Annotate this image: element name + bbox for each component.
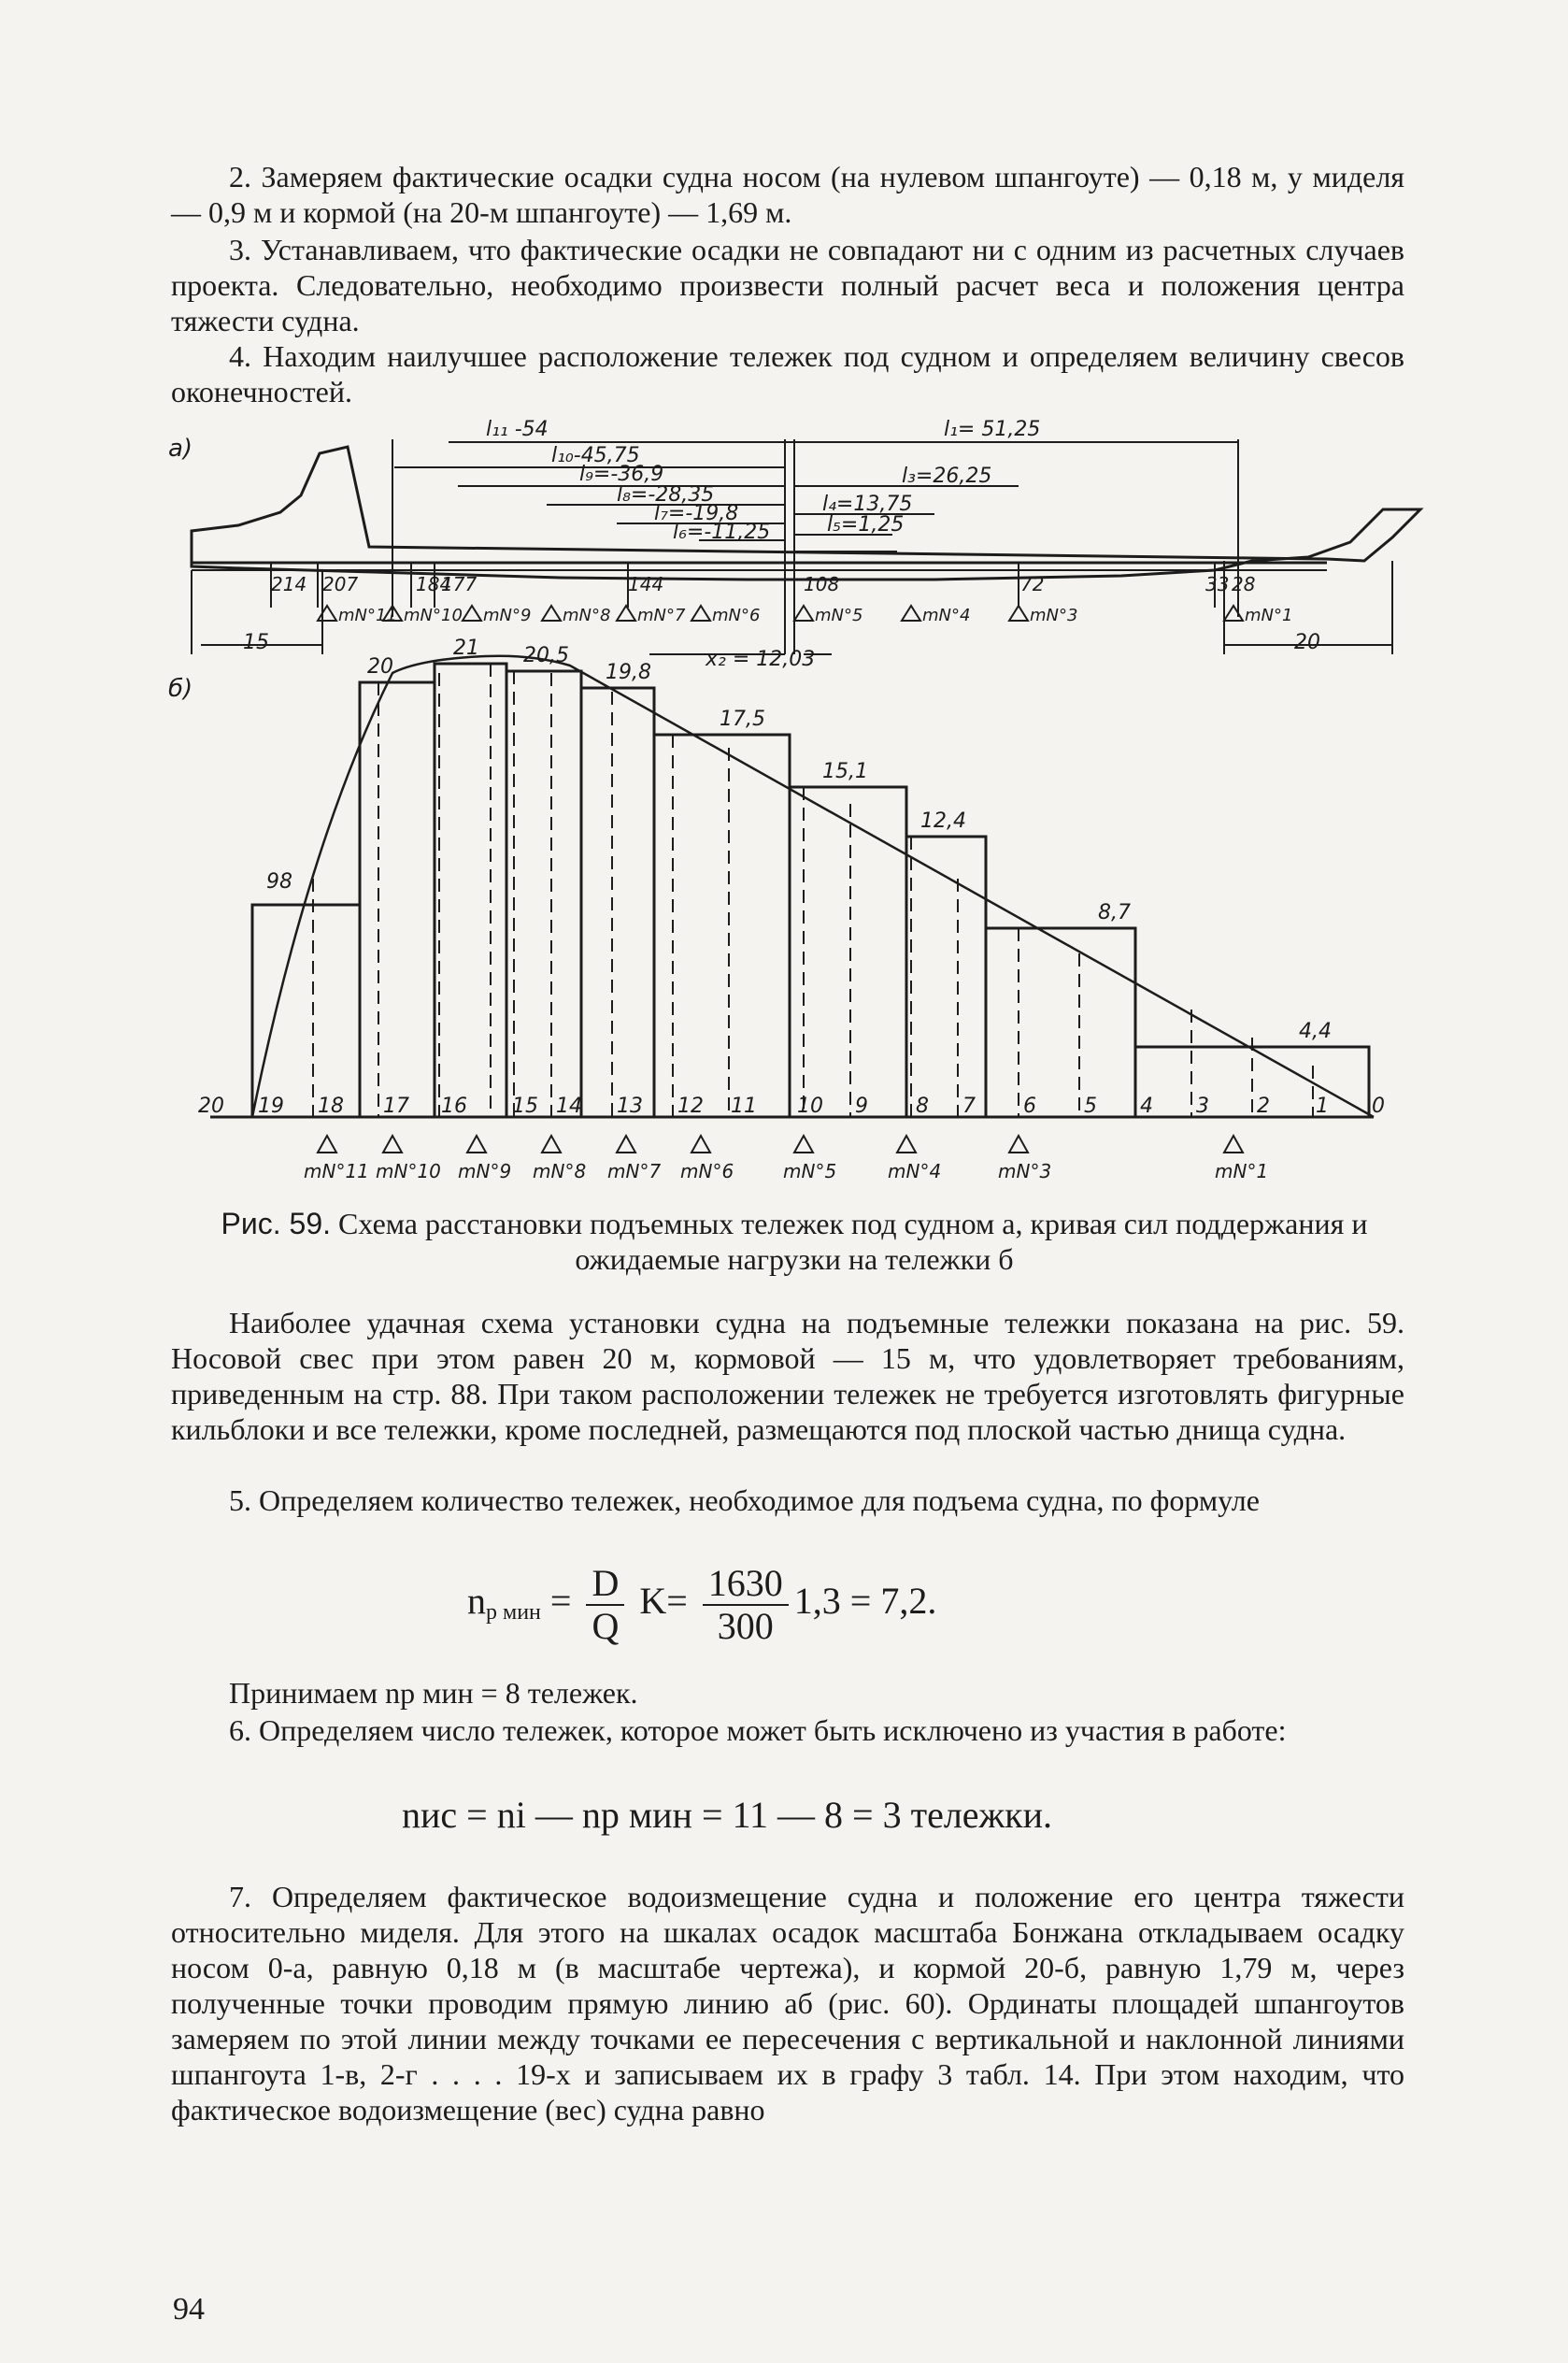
dim-x2: x₂ = 12,03 <box>706 648 816 671</box>
paragraph-5: 5. Определяем количество тележек, необходимое для подъема судна, по формуле <box>229 1483 1260 1517</box>
dim-l5: l₅=1,25 <box>827 513 905 537</box>
caption-label: Рис. 59. <box>221 1207 332 1240</box>
svg-text:144: 144 <box>628 573 664 595</box>
dim-l9: l₉=-36,9 <box>579 463 664 486</box>
hull-cart-labels <box>338 606 1292 625</box>
paragraph-accept: Принимаем nр мин = 8 тележек. <box>229 1676 638 1710</box>
svg-text:12,4: 12,4 <box>920 809 966 833</box>
svg-text:8: 8 <box>916 1095 929 1118</box>
svg-text:12: 12 <box>677 1095 704 1118</box>
svg-text:mN°9: mN°9 <box>483 606 532 625</box>
formula1-k: K= <box>639 1580 688 1623</box>
formula1-lhs: n <box>467 1580 486 1623</box>
dim-l3: l₃=26,25 <box>902 465 992 488</box>
svg-text:4: 4 <box>1140 1095 1153 1118</box>
dim-l4: l₄=13,75 <box>822 493 913 516</box>
svg-text:184: 184 <box>416 573 452 595</box>
cart-triangles <box>318 1136 1243 1153</box>
svg-text:17: 17 <box>383 1095 409 1118</box>
svg-text:mN°10: mN°10 <box>404 606 463 625</box>
dim-l8: l₈=-28,35 <box>617 483 715 507</box>
svg-text:mN°5: mN°5 <box>783 1160 837 1182</box>
fraction-1630-over-300: $\frac{1630}{300}$ <box>703 1563 789 1647</box>
svg-text:mN°3: mN°3 <box>1030 606 1078 625</box>
svg-text:108: 108 <box>804 573 840 595</box>
load-bar-14 <box>581 688 654 1117</box>
load-bar-16 <box>435 664 506 1117</box>
figure-label-b: б) <box>168 675 193 703</box>
paragraph-7: 7. Определяем фактическое водоизмещение судна и положение его центра тяжести относительно миделя. Для этого на шкалах осадок масштаба Бонжана откладываем осадку носом 0-а, равную 0,18 м (в масштабе чертежа), и кормой 20-б, равную 1,79 м, через полученные точки проводим прямую линию аб (рис. 60). Ординаты площадей шпангоутов замеряем по этой линии между точками ее пересечения с вертикальной и наклонной линиями шпангоута 1-в, 2-г . . . . 19-х и записываем их в графу 3 табл. 14. При этом находим, что фактическое водоизмещение (вес) судна равно <box>171 1880 1404 2127</box>
svg-text:mN°8: mN°8 <box>533 1160 587 1182</box>
svg-text:207: 207 <box>322 573 359 595</box>
svg-text:19,8: 19,8 <box>606 661 651 684</box>
load-bar-17 <box>360 682 435 1117</box>
svg-text:11: 11 <box>731 1095 757 1118</box>
svg-text:mN°11: mN°11 <box>338 606 397 625</box>
svg-text:214: 214 <box>271 573 307 595</box>
load-bar-11 <box>906 837 986 1117</box>
formula1-eq: = <box>549 1580 572 1623</box>
load-bar-13 <box>654 735 790 1117</box>
svg-text:3: 3 <box>1196 1095 1209 1118</box>
svg-text:mN°9: mN°9 <box>458 1160 512 1182</box>
svg-text:mN°6: mN°6 <box>680 1160 734 1182</box>
svg-text:mN°7: mN°7 <box>607 1160 662 1182</box>
page-number: 94 <box>173 2292 205 2327</box>
paragraph-best-scheme: Наиболее удачная схема установки судна на подъемные тележки показана на рис. 59. Носовой свес при этом равен 20 м, кормовой — 15 м, что удовлетворяет требованиям, приведенным на стр. 88. При таком расположении тележек не требуется изготовлять фигурные кильблоки и все тележки, кроме последней, размещаются под плоской частью днища судна. <box>171 1306 1404 1446</box>
svg-text:18: 18 <box>318 1095 344 1118</box>
svg-text:28: 28 <box>1232 573 1256 595</box>
svg-text:72: 72 <box>1020 573 1045 595</box>
svg-text:mN°6: mN°6 <box>712 606 761 625</box>
svg-text:mN°1: mN°1 <box>1215 1160 1269 1182</box>
svg-text:177: 177 <box>441 573 478 595</box>
svg-text:1: 1 <box>1316 1095 1329 1118</box>
svg-text:4,4: 4,4 <box>1299 1020 1332 1043</box>
svg-text:20: 20 <box>198 1095 224 1118</box>
caption-text: Схема расстановки подъемных тележек под судном а, кривая сил поддержания и ожидаемые нагрузки на тележки б <box>338 1207 1368 1276</box>
svg-text:6: 6 <box>1023 1095 1036 1118</box>
svg-text:mN°10: mN°10 <box>376 1160 441 1182</box>
svg-text:mN°4: mN°4 <box>888 1160 942 1182</box>
svg-text:33: 33 <box>1205 573 1230 595</box>
svg-text:19: 19 <box>258 1095 284 1118</box>
load-bar-15 <box>506 671 581 1117</box>
svg-text:21: 21 <box>453 637 479 660</box>
svg-text:mN°4: mN°4 <box>922 606 971 625</box>
svg-text:14: 14 <box>556 1095 582 1118</box>
formula1-lhs-sub: р мин <box>486 1600 541 1625</box>
figure-caption <box>178 1206 1411 1277</box>
svg-text:5: 5 <box>1084 1095 1097 1118</box>
svg-text:15: 15 <box>512 1095 538 1118</box>
formula-excluded-carts: nис = ni — nр мин = 11 — 8 = 3 тележки. <box>402 1794 1053 1836</box>
paragraph-2: 2. Замеряем фактические осадки судна носом (на нулевом шпангоуте) — 0,18 м, у миделя — 0,9 м и кормой (на 20-м шпангоуте) — 1,69 м. <box>171 160 1404 229</box>
svg-text:2: 2 <box>1257 1095 1270 1118</box>
bottom-cart-labels <box>304 1160 1268 1182</box>
formula1-tail: 1,3 = 7,2. <box>793 1580 937 1623</box>
formula-carts-min <box>467 1563 936 1647</box>
dim-l6: l₆=-11,25 <box>673 521 771 544</box>
svg-text:7: 7 <box>962 1095 976 1118</box>
paragraph-4: 4. Находим наилучшее расположение тележек под судном и определяем величину свесов оконечностей. <box>171 339 1404 408</box>
paragraph-3: 3. Устанавливаем, что фактические осадки не совпадают ни с одним из расчетных случаев проекта. Следовательно, необходимо произвести полный расчет веса и положения центра тяжести судна. <box>171 233 1404 337</box>
fraction-d-over-q: $\frac{D}{Q}$ <box>586 1563 624 1647</box>
svg-text:15,1: 15,1 <box>822 760 868 783</box>
load-values <box>266 637 1332 1043</box>
frame-numbers <box>198 1095 1385 1118</box>
svg-text:mN°5: mN°5 <box>815 606 863 625</box>
load-bar-10 <box>986 928 1135 1117</box>
svg-text:0: 0 <box>1372 1095 1385 1118</box>
svg-text:mN°3: mN°3 <box>998 1160 1052 1182</box>
svg-text:mN°11: mN°11 <box>304 1160 369 1182</box>
svg-text:10: 10 <box>797 1095 823 1118</box>
svg-text:17,5: 17,5 <box>720 708 765 731</box>
dim-l1: l₁= 51,25 <box>944 418 1041 441</box>
svg-text:9: 9 <box>855 1095 868 1118</box>
load-bar-12 <box>790 787 906 1117</box>
dim-stern-overhang: 20 <box>1294 631 1320 654</box>
svg-text:20: 20 <box>367 655 393 679</box>
dim-l11: l₁₁ -54 <box>486 418 549 441</box>
svg-text:mN°7: mN°7 <box>637 606 686 625</box>
paragraph-6: 6. Определяем число тележек, которое может быть исключено из участия в работе: <box>229 1713 1287 1747</box>
figure-label-a: a) <box>168 435 193 463</box>
dim-l7: l₇=-19,8 <box>654 502 739 525</box>
load-bar-18 <box>252 905 360 1117</box>
svg-text:13: 13 <box>617 1095 643 1118</box>
svg-text:8,7: 8,7 <box>1098 901 1131 924</box>
svg-text:98: 98 <box>266 870 292 894</box>
svg-text:mN°1: mN°1 <box>1245 606 1293 625</box>
svg-text:20,5: 20,5 <box>523 644 569 667</box>
dim-bow-overhang: 15 <box>243 631 269 654</box>
dim-l10: l₁₀-45,75 <box>551 444 640 467</box>
svg-text:16: 16 <box>441 1095 467 1118</box>
svg-text:mN°8: mN°8 <box>563 606 611 625</box>
